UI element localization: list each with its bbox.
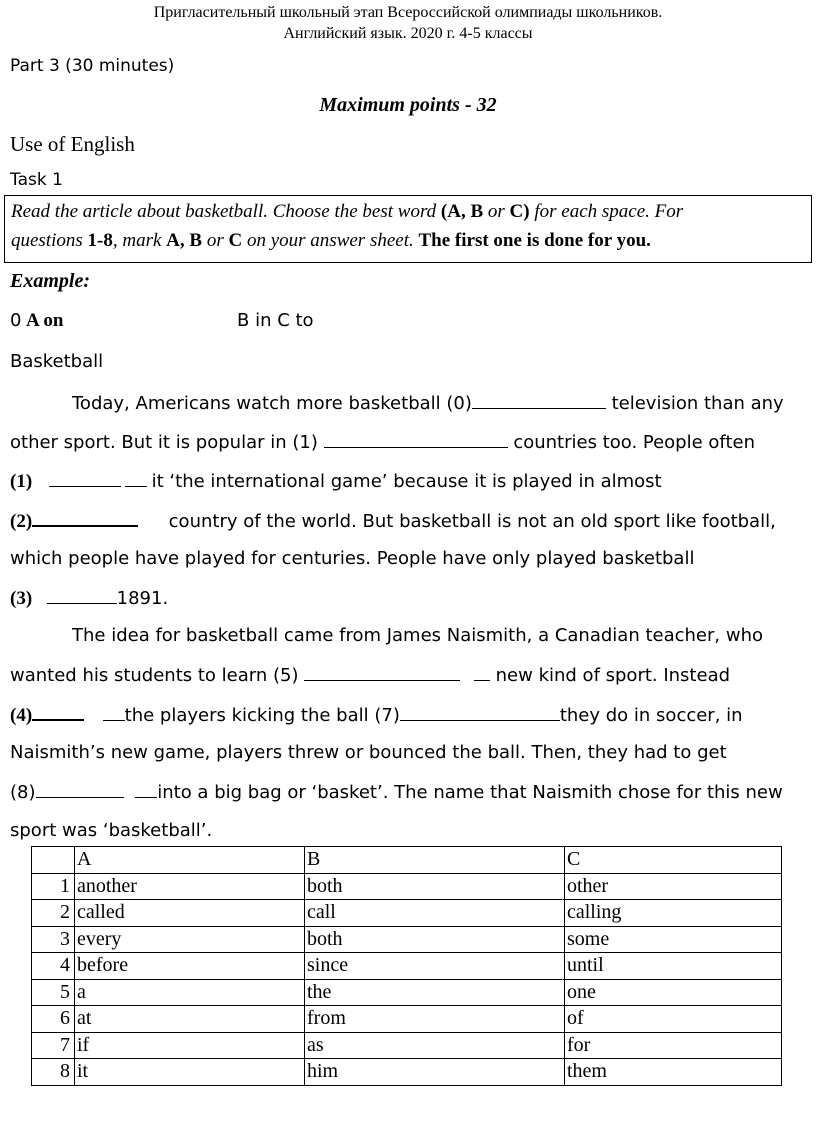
gap-1b[interactable] <box>49 470 121 487</box>
option-cell: since <box>305 953 565 980</box>
table-header-cell <box>32 847 75 874</box>
table-row <box>32 1032 782 1059</box>
article-line: (1) it ‘the international game’ because it is played in almost <box>10 471 662 492</box>
question-number: 6 <box>32 1006 75 1033</box>
gap-8[interactable] <box>36 781 124 798</box>
option-cell: a <box>75 979 305 1006</box>
option-cell: some <box>565 926 782 953</box>
article-line: (2) country of the world. But basketball is not an old sport like football, <box>10 511 776 532</box>
header-line-1: Пригласительный школьный этап Всероссийской олимпиады школьников. <box>153 4 663 21</box>
option-cell: from <box>305 1006 565 1033</box>
question-number: 5 <box>32 979 75 1006</box>
option-cell: as <box>305 1032 565 1059</box>
article-line: (3) 1891. <box>10 588 169 609</box>
option-cell: call <box>305 900 565 927</box>
table-row <box>32 873 782 900</box>
example-row: 0 A on <box>10 310 64 331</box>
table-row <box>32 1059 782 1086</box>
question-number: 8 <box>32 1059 75 1086</box>
table-row <box>32 1006 782 1033</box>
option-cell: if <box>75 1032 305 1059</box>
gap-5-tail[interactable] <box>474 664 490 681</box>
article-line: sport was ‘basketball’. <box>10 820 213 841</box>
option-cell: one <box>565 979 782 1006</box>
article-line: wanted his students to learn (5) new kind of sport. Instead <box>10 665 731 686</box>
table-header-cell: C <box>565 847 782 874</box>
option-cell: both <box>305 873 565 900</box>
option-cell: for <box>565 1032 782 1059</box>
gap-3[interactable] <box>47 587 117 604</box>
table-row <box>32 979 782 1006</box>
option-cell: both <box>305 926 565 953</box>
table-row <box>32 953 782 980</box>
question-number: 2 <box>32 900 75 927</box>
instructions-line-2: questions 1-8, mark A, B or C on your answer sheet. The first one is done for you. <box>11 230 651 251</box>
part-title: Part 3 (30 minutes) <box>10 56 175 76</box>
option-cell: him <box>305 1059 565 1086</box>
table-row <box>32 926 782 953</box>
gap-4[interactable] <box>32 703 84 721</box>
option-cell: until <box>565 953 782 980</box>
table-header-row <box>32 847 782 874</box>
option-cell: it <box>75 1059 305 1086</box>
gap-1[interactable] <box>324 431 508 448</box>
question-number: 7 <box>32 1032 75 1059</box>
example-options: B in C to <box>237 310 314 331</box>
gap-7[interactable] <box>400 704 560 721</box>
article-title: Basketball <box>10 351 104 372</box>
article-line: which people have played for centuries. People have only played basketball <box>10 548 695 569</box>
option-cell: the <box>305 979 565 1006</box>
article-line: (4) the players kicking the ball (7) they do in soccer, in <box>10 705 743 726</box>
gap-6[interactable] <box>103 704 125 721</box>
article-line: (8) into a big bag or ‘basket’. The name that Naismith chose for this new <box>10 782 783 803</box>
section-title: Use of English <box>10 132 135 156</box>
gap-8-tail[interactable] <box>135 781 157 798</box>
option-cell: another <box>75 873 305 900</box>
header-line-2: Английский язык. 2020 г. 4-5 классы <box>283 25 533 42</box>
gap-1b-tail[interactable] <box>125 470 147 487</box>
option-cell: called <box>75 900 305 927</box>
option-cell: them <box>565 1059 782 1086</box>
task-label: Task 1 <box>10 170 63 190</box>
question-number: 4 <box>32 953 75 980</box>
option-cell: calling <box>565 900 782 927</box>
question-number: 3 <box>32 926 75 953</box>
instructions-line-1: Read the article about basketball. Choose the best word (A, B or C) for each space. For <box>11 201 684 222</box>
table-row <box>32 900 782 927</box>
question-number: 1 <box>32 873 75 900</box>
article-line: other sport. But it is popular in (1) countries too. People often <box>10 432 755 453</box>
table-header-cell: B <box>305 847 565 874</box>
option-cell: at <box>75 1006 305 1033</box>
gap-2[interactable] <box>32 509 138 527</box>
table-header-cell: A <box>75 847 305 874</box>
article-line: The idea for basketball came from James Naismith, a Canadian teacher, who <box>72 625 763 646</box>
article-line: Naismith’s new game, players threw or bounced the ball. Then, they had to get <box>10 742 727 763</box>
max-points: Maximum points - 32 <box>319 94 497 116</box>
option-cell: other <box>565 873 782 900</box>
gap-0[interactable] <box>472 392 606 409</box>
example-label: Example: <box>10 270 90 292</box>
option-cell: every <box>75 926 305 953</box>
answer-table <box>31 846 782 1086</box>
instructions-box <box>4 195 812 263</box>
article-line: Today, Americans watch more basketball (0) television than any <box>72 393 784 414</box>
gap-5[interactable] <box>304 664 460 681</box>
option-cell: of <box>565 1006 782 1033</box>
option-cell: before <box>75 953 305 980</box>
